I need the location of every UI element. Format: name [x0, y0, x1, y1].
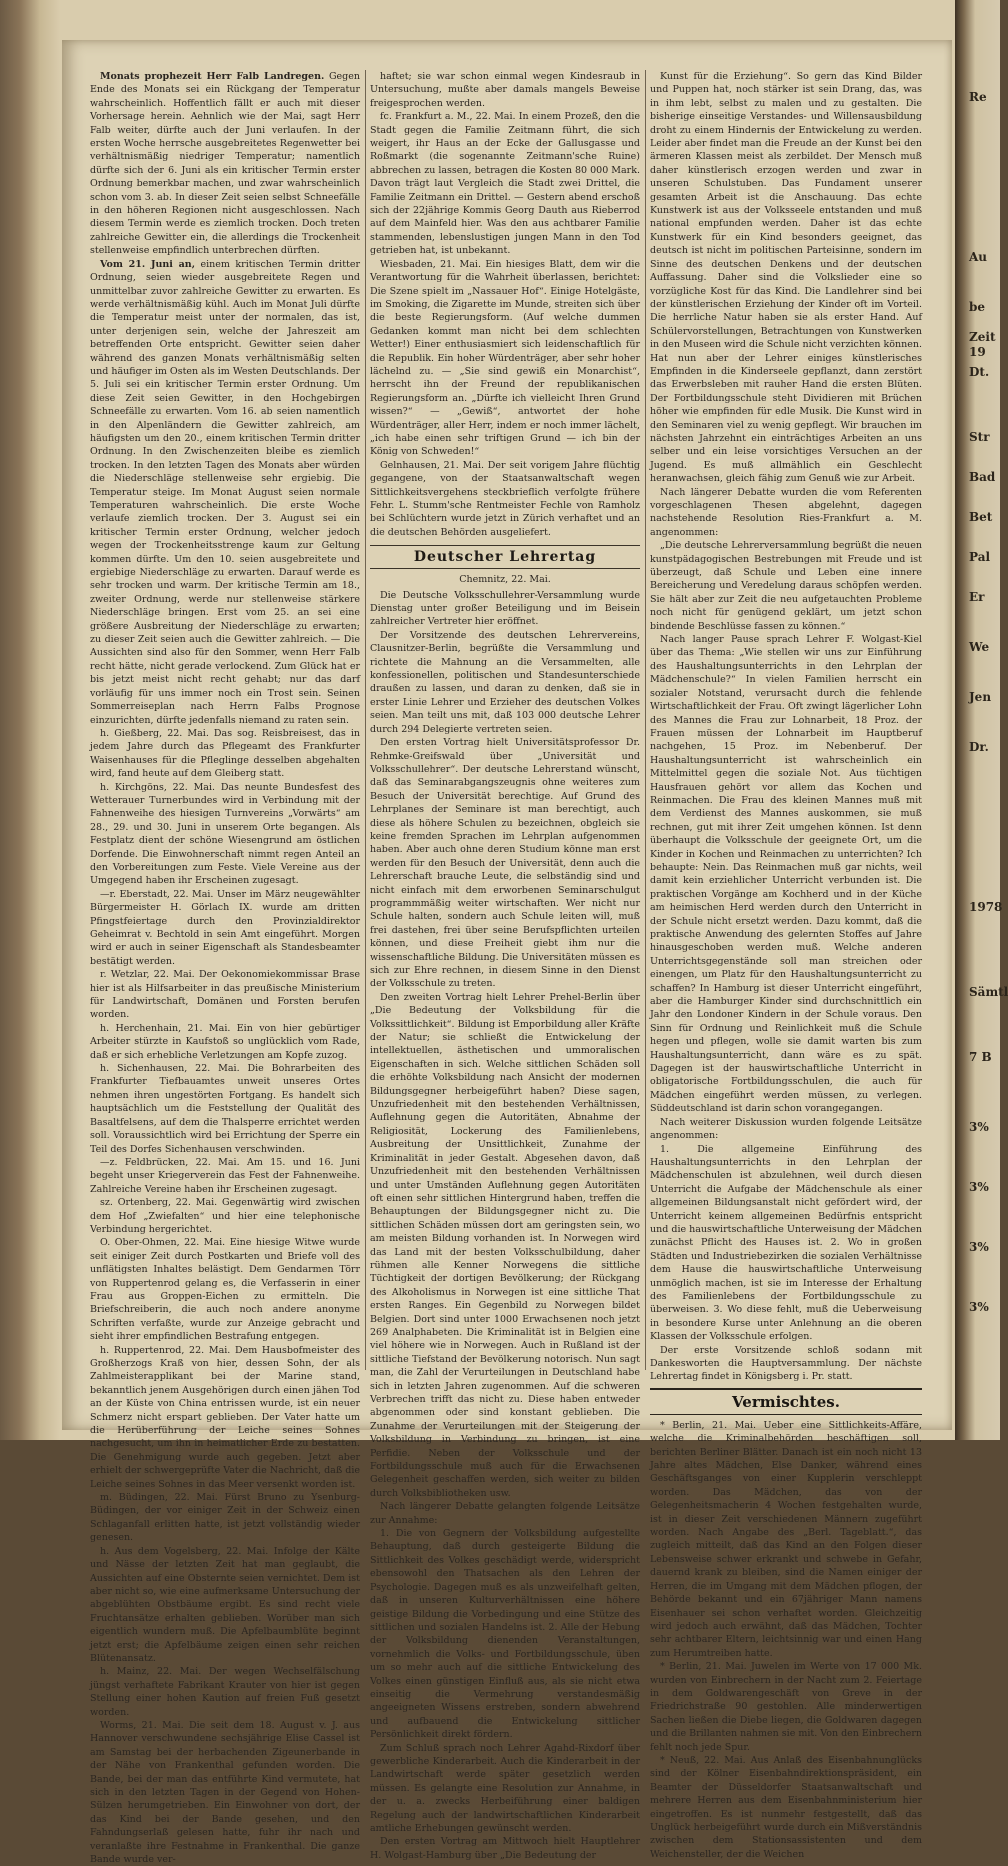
article-paragraph — [370, 1742, 640, 1836]
paragraph-text: Nach längerer Debatte wurden die vom Referenten vorgeschlagenen Thesen abgelehnt, dagegen nachstehende Resolution Ries-Frankfurt a. M. angenommen: — [650, 486, 922, 538]
paragraph-text: „Die deutsche Lehrerversammlung begrüßt die neuen kunstpädagogischen Bestrebungen mit Freude und ist überzeugt, daß Schule und Leben eine innere Bereicherung und Veredelung daraus schöpfen werden. Sie hält aber zur Zeit die neu aufgetauchten Probleme noch nicht für genügend geklärt, um jetzt schon bindende Beschlüsse fassen zu können.“ — [650, 540, 922, 632]
paragraph-text: h. Sichenhausen, 22. Mai. Die Bohrarbeiten des Frankfurter Tiefbauamtes unweit unseres Ortes nehmen ihren ungestörten Fortgang. Es handelt sich hauptsächlich um die Feststellung der Qualität des Basaltfelsens, auf dem die Thalsperre errichtet werden soll. Voraussichtlich wird bei Errichtung der Sperre ein Teil des Dorfes Sichenhausen verschwinden. — [90, 1063, 360, 1155]
paragraph-text: * Berlin, 21. Mai. Ueber eine Sittlichkeits-Affäre, welche die Kriminalbehörden beschäftigen soll, berichten Berliner Blätter. Danach ist ein noch nicht 13 Jahre altes Mädchen, Else Danker, während eines Geschäftsganges von einer Kupplerin verschleppt worden. Das Mädchen, das von der Gelegenheitsmacherin 4 Wochen festgehalten wurde, ist in dieser Zeit verschiedenen Männern zugeführt worden. Nach Angabe des „Berl. Tageblatt.“, das zugleich mitteilt, daß das Kind an den Folgen dieser Lebensweise schwer erkrankt und schwebe in Gefahr, dauernd krank zu bleiben, sind die Namen einiger der Herren, die im Umgang mit dem Mädchen pflogen, der Behörde bekannt und ein 67jähriger Mann namens Eisenhauer sei schon verhaftet worden. Gleichzeitig wird jedoch auch erwähnt, daß das Mädchen, Tochter sehr achtbarer Eltern, leichtsinnig war und einen Hang zum Herumtreiben hatte. — [650, 1419, 922, 1659]
paragraph-text: Nach längerer Debatte gelangten folgende Leitsätze zur Annahme: — [370, 1501, 640, 1526]
paragraph-text: O. Ober-Ohmen, 22. Mai. Eine hiesige Witwe wurde seit einiger Zeit durch Postkarten und Briefe voll des unflätigsten Inhaltes belästigt. Dem Gendarmen Törr von Ruppertenrod gelang es, die Verfasserin in einer Frau aus Groppen-Eichen zu ermitteln. Die Briefschreiberin, die auch noch andere anonyme Schriften verfaßte, wurde zur Anzeige gebracht und sieht ihrer empfindlichen Bestrafung entgegen. — [90, 1237, 360, 1343]
edge-glyph: 3% — [969, 1240, 989, 1254]
section-header-vermischtes: Vermischtes. — [650, 1388, 922, 1415]
article-paragraph — [370, 991, 640, 1500]
edge-glyph: Er — [969, 590, 985, 604]
paragraph-text: haftet; sie war schon einmal wegen Kindesraub in Untersuchung, mußte aber damals mangels Beweise freigesprochen werden. — [370, 71, 640, 109]
article-paragraph — [90, 727, 360, 781]
article-paragraph — [650, 70, 922, 486]
edge-glyph: Bet — [969, 510, 993, 524]
paragraph-lead: Vom 21. Juni an, — [100, 258, 196, 270]
article-paragraph — [370, 1500, 640, 1527]
paragraph-text: —r. Eberstadt, 22. Mai. Unser im März neugewählter Bürgermeister H. Görlach IX. wurde am dritten Pfingstfeiertage durch den Provinzialdirektor Geheimrat v. Bechtold in sein Amt eingeführt. Morgen wird er auch in seiner Eigenschaft als Standesbeamter bestätigt werden. — [90, 888, 360, 967]
paragraph-text: Nach langer Pause sprach Lehrer F. Wolgast-Kiel über das Thema: „Wie stellen wir uns zur Einführung des Haushaltungsunterrichts in den Lehrplan der Mädchenschule?“ In vielen Familien herrscht ein sozialer Notstand, verursacht durch die fehlende Wirtschaftlichkeit der Frau. Oft zwingt lägerlicher Lohn des Mannes die Frau zur Lohnarbeit, 18 Proz. der Frauen müssen der Lohnarbeit im Hauptberuf nachgehen, 15 Proz. im Nebenberuf. Der Haushaltungsunterricht ist wahrscheinlich ein Mittelmittel gegen die soziale Not. Aus tüchtigen Hausfrauen gehört vor allem das Kochen und Reinmachen. Die Frau des kleinen Mannes muß mit dem Verdienst des Mannes auskommen, sie muß rechnen, gut mit ihrer Zeit umgehen können. Ist denn überhaupt die Volksschule der geeignete Ort, um die Kinder in Kochen und Reinmachen zu unterrichten? Ich behaupte: Nein. Das Reinmachen muß gar nichts, weil damit kein erziehlicher Unterricht verbunden ist. Die praktischen Vorgänge am Kochherd und in der Küche am heimischen Herd werden durch den Unterricht in der Schule nicht ersetzt werden. Dazu kommt, daß die praktische Anwendung des gelernten Stoffes auf Jahre hinausgeschoben werden muß. Welche anderen Unterrichtsgegenstände soll man streichen oder einengen, um Platz für den Haushaltungsunterricht zu schaffen? In Hamburg ist dieser Unterricht eingeführt, aber die Hamburger Kinder sind durchschnittlich ein Jahr den Londoner Kindern in der Schule voraus. Den Sinn für Ordnung und Reinlichkeit muß die Schule hegen und pflegen, wolle sie damit warten bis zum Haushaltungsunterricht, dann wäre es zu spät. Dagegen ist der hauswirtschaftliche Unterricht in obligatorische Fortbildungsschulen, die auch für Mädchen eingeführt werden müssen, zu verlegen. Süddeutschland ist darin schon vorangegangen. — [650, 634, 922, 1115]
article-paragraph — [90, 258, 360, 727]
edge-glyph: 7 B — [969, 1050, 992, 1064]
edge-glyph: 1978 — [969, 900, 1003, 914]
paragraph-text: Nach weiterer Diskussion wurden folgende Leitsätze angenommen: — [650, 1116, 922, 1142]
paragraph-text: h. Ruppertenrod, 22. Mai. Dem Hausbofmeister des Großherzogs Kraß von hier, dessen Sohn, der als Zahlmeisterapplikant bei der Marine stand, bekanntlich jenem Ausgehörigen durch einen jähen Tod an der Küste von China entrissen wurde, ist ein neuer Schmerz nicht erspart geblieben. Der Vater hatte um die Herüberführung der Leiche seines Sohnes nachgesucht, um ihn in heimatlicher Erde zu bestatten. Die Genehmigung wurde auch gegeben. Jetzt aber erhielt der schwergeprüfte Vater die Nachricht, daß die Leiche seines Sohnes in das Meer versenkt worden ist. — [90, 1344, 360, 1490]
article-paragraph — [370, 589, 640, 629]
edge-glyph: 3% — [969, 1120, 989, 1134]
paragraph-text: Den ersten Vortrag hielt Universitätsprofessor Dr. Rehmke-Greifswald über „Universität und Volksschullehrer“. Der deutsche Lehrerstand wünscht, daß das Seminarabgangszeugnis ohne weiteres zum Besuch der Universität berechtige. Auf Grund des Lehrplanes der Seminare ist man berechtigt, auch diese als höhere Schulen zu bezeichnen, obgleich sie keine fremden Sprachen im Lehrplan aufgenommen haben. Aber auch ohne deren Studium könne man erst werden für den Besuch der Universität, denn auch die Lehrerschaft brauche Leute, die selbständig sind und nicht einfach mit dem erworbenen Seminarschulgut programmmäßig weiter wirtschaften. Wer nicht nur Schule halten, sondern auch Schule leiten will, muß frei dastehen, frei über seine Berufspflichten urteilen können, und diese Freiheit giebt ihm nur die wissenschaftliche Bildung. Die Universitäten müssen es sich zur Ehre rechnen, in diesem Sinne in den Dienst der Volksschule zu treten. — [370, 737, 640, 990]
column-rule-2 — [645, 70, 646, 1370]
article-paragraph — [370, 110, 640, 257]
edge-glyph: 3% — [969, 1300, 989, 1314]
paragraph-text: * Neuß, 22. Mai. Aus Anlaß des Eisenbahnunglücks sind der Kölner Eisenbahndirektionspräsident, ein Beamter der Düsseldorfer Staatsanwaltschaft und mehrere Herren aus dem Eisenbahnministerium hier eingetroffen. Es ist nunmehr festgestellt, daß das Unglück herbeigeführt wurde durch ein Mißverständnis zwischen dem Stationsassistenten und dem Weichensteller, der die Weichen — [650, 1754, 922, 1860]
paragraph-text: h. Mainz, 22. Mai. Der wegen Wechselfälschung jüngst verhaftete Fabrikant Krauter von hier ist gegen Stellung einer hohen Kaution auf freien Fuß gesetzt worden. — [90, 1666, 360, 1718]
article-paragraph — [370, 1527, 640, 1742]
article-paragraph — [90, 968, 360, 1022]
column-3 — [650, 70, 922, 1860]
article-paragraph — [370, 629, 640, 736]
article-paragraph — [90, 888, 360, 968]
edge-glyph: Dr. — [969, 740, 989, 754]
paragraph-text: Wiesbaden, 21. Mai. Ein hiesiges Blatt, dem wir die Verantwortung für die Wahrheit überlassen, berichtet: Die Szene spielt im „Nassauer Hof“. Einige Hotelgäste, im Smoking, die Zigarette im Munde, streiten sich über die beste Regierungsform. (Auf welche dummen Gedanken kommt man nicht bei dem schlechten Wetter!) Einer enthusiasmiert sich leidenschaftlich für die Republik. Ein hoher Würdenträger, aber sehr hoher lächelnd zu. — „Sie sind gewiß ein Monarchist“, herrscht ihn der Freund der republikanischen Regierungsform an. „Dürfte ich vielleicht Ihren Grund wissen?“ — „Gewiß“, antwortet der hohe Würdenträger, aller Herr, indem er noch immer lächelt, „ich habe einen sehr triftigen Grund — ich bin der König von Schweden!“ — [370, 258, 640, 458]
paragraph-text: Den ersten Vortrag am Mittwoch hielt Hauptlehrer H. Wolgast-Hamburg über „Die Bedeutung der — [370, 1836, 640, 1861]
column-1 — [90, 70, 360, 1866]
paragraph-text: Gelnhausen, 21. Mai. Der seit vorigem Jahre flüchtig gegangene, von der Staatsanwaltschaft wegen Sittlichkeitsvergehens steckbrieflich verfolgte frühere Fehr. L. Stumm'sche Rentmeister Fechle von Ramholz bei Schlüchtern wurde jetzt in Zürich verhaftet und an die deutschen Behörden ausgeliefert. — [370, 459, 640, 538]
article-paragraph — [90, 1156, 360, 1196]
paragraph-text: 1. Die von Gegnern der Volksbildung aufgestellte Behauptung, daß durch gesteigerte Bildung die Sittlichkeit des Volkes geschädigt werde, widerspricht ebensowohl den Thatsachen als den Lehren der Psychologie. Dagegen muß es als unzweifelhaft gelten, daß in unseren Kulturverhältnissen eine höhere geistige Bildung die Vorbedingung und eine Stütze des sittlichen und sozialen Handelns ist. 2. Alle der Hebung der Volksbildung dienenden Veranstaltungen, vornehmlich die Volks- und Fortbildungsschule, üben um so mehr auch auf die sittliche Entwickelung des Volkes einen günstigen Einfluß aus, als sie nicht etwa einseitig die Vermehrung verstandesmäßig angeeigneten Wissens erstreben, sondern abwehrend und aufbauend die Entwickelung sittlicher Persönlichkeit direkt fördern. — [370, 1528, 640, 1741]
section-title: Deutscher Lehrertag — [413, 549, 597, 566]
article-paragraph — [650, 539, 922, 633]
paragraph-text: Den zweiten Vortrag hielt Lehrer Prehel-Berlin über „Die Bedeutung der Volksbildung für die Volkssittlichkeit“. Bildung ist Emporbildung aller Kräfte der Natur; sie schließt die Entwickelung der intellektuellen, ästhetischen und ummoralischen Eigenschaften in sich. Welche sittlichen Schäden soll die erhöhte Volksbildung nach Ansicht der modernen Bildungsgegner herbeigeführt haben? Diese sagen, Unzufriedenheit mit den bestehenden Verhältnissen, Auflehnung gegen die Autoritäten, Abnahme der Religiosität, Lockerung des Familienlebens, Ausbreitung der Unsittlichkeit, Zunahme der Kriminalität in jeder Gestalt. Abgesehen davon, daß Unzufriedenheit mit den bestehenden Verhältnissen und unter Umständen Auflehnung gegen Autoritäten oft einen sehr sittlichen Hintergrund haben, treffen die Behauptungen der Bildungsgegner nicht zu. Die sittlichen Schäden müssen dort am geringsten sein, wo am meisten Bildung vorhanden ist. In Norwegen wird das Land mit der besten Volksschulbildung, daher rühmen alle Kenner Norwegens die sittliche Tüchtigkeit der dortigen Bevölkerung; der Rückgang des Alkoholismus in Norwegen ist eine sittliche That ersten Ranges. Ein Gegenbild zu Norwegen bildet Belgien. Dort sind unter 1000 Erwachsenen noch jetzt 269 Analphabeten. Die Kriminalität ist in Belgien eine viel höhere wie in Norwegen. Auch in Rußland ist der sittliche Tiefstand der Bevölkerung notorisch. Nun sagt man, die Zahl der Verurteilungen in Deutschland habe sich in letzten Jahren zugenommen. Auf die schweren Verbrechen trifft das nicht zu. Diese haben entweder abgenommen oder sind konstant geblieben. Die Zunahme der Verurteilungen mit der Steigerung der Volksbildung in Verbindung zu bringen, ist eine Perfidie. Neben der Volksschule und der Fortbildungsschule muß auch für die Erwachsenen Gelegenheit geschaffen werden, sich weiter zu bilden durch Volksbibliotheken usw. — [370, 991, 640, 1499]
article-paragraph — [90, 1665, 360, 1719]
article-paragraph — [90, 781, 360, 888]
section-header-lehrertag — [370, 545, 640, 569]
article-paragraph — [90, 1344, 360, 1491]
article-paragraph — [90, 70, 360, 258]
article-paragraph — [370, 459, 640, 539]
paragraph-text: —z. Feldbrücken, 22. Mai. Am 15. und 16. Juni begeht unser Kriegerverein das Fest der Fahnenweihe. Zahlreiche Vereine haben ihr Erscheinen zugesagt. — [90, 1156, 360, 1195]
paragraph-text: Kunst für die Erziehung“. So gern das Kind Bilder und Puppen hat, noch stärker ist sein Drang, das, was in ihm lebt, selbst zu malen und zu gestalten. Die bisherige einseitige Verstandes- und Willensausbildung droht zu einem Hindernis der Entwickelung zu werden. Leider aber findet man die Freude an der Kunst bei den ärmeren Klassen meist als zerbildet. Der Mensch muß daher künstlerisch erzogen werden und zwar in unseren Schulstuben. Das Fundament unserer gesamten Arbeit ist die Anschauung. Das echte Kunstwerk ist aus der Volksseele entstanden und muß national empfunden werden. Daher ist das echte Kunstwerk für ein Kind besonders geeignet, das deutsch ist nicht im politischen Parteisinne, sondern im Sinne des deutschen Denkens und der deutschen Auffassung. Daher sind die Volkslieder eine so vorzügliche Kost für das Kind. Die Landlehrer sind bei der künstlerischen Erziehung der Kinder oft im Vorteil. Die herrliche Natur haben sie als erster Hand. Auf Schülervorstellungen, Betrachtungen von Kunstwerken in den Museen wird die Schule nicht verzichten können. Hat nun aber der Lehrer einiges künstlerisches Empfinden in die Kinderseele gepflanzt, dann zerstört das Erwerbsleben mit rauher Hand die ersten Blüten. Der Fortbildungsschule steht Dividieren mit Brüchen höher wie empfinden für edle Musik. Die Kunst wird in den Seminaren viel zu wenig gepflegt. Wir brauchen im nächsten Jahrzehnt ein einträchtiges Arbeiten an uns selber und ein leise vorsichtiges Versuchen an der Jugend. Es muß allmählich ein Geschlecht heranwachsen, gleich fähig zum Genuß wie zur Arbeit. — [650, 71, 922, 485]
edge-glyph: Pal — [969, 550, 991, 564]
article-paragraph — [90, 1719, 360, 1866]
article-paragraph — [370, 736, 640, 991]
article-paragraph — [650, 633, 922, 1116]
edge-glyph: 19 — [969, 345, 986, 359]
article-paragraph — [90, 1022, 360, 1062]
paragraph-text: h. Gießberg, 22. Mai. Das sog. Reisbreisest, das in jedem Jahre durch das Pflegeamt des Frankfurter Waisenhauses für die Pfleglinge desselben abgehalten wird, fand heute auf dem Gleiberg statt. — [90, 727, 360, 780]
article-paragraph — [90, 1545, 360, 1666]
article-paragraph — [370, 70, 640, 110]
paragraph-text: h. Aus dem Vogelsberg, 22. Mai. Infolge der Kälte und Nässe der letzten Zeit hat man geglaubt, die Aussichten auf eine Obsternte seien vernichtet. Dem ist aber nicht so, wie eine aufmerksame Untersuchung der abgeblühten Obstbäume ergibt. Es sind recht viele Fruchtansätze erhalten geblieben. Worüber man sich eigentlich wundern muß. Die Apfelbaumblüte beginnt jetzt erst; die Apfelbäume zeigen einen sehr reichen Blütenansatz. — [90, 1545, 360, 1664]
adjacent-page-edge — [955, 0, 1008, 1440]
paragraph-text: Der erste Vorsitzende schloß sodann mit Dankesworten die Hauptversammlung. Der nächste Lehrertag findet in Königsberg i. Pr. statt. — [650, 1344, 922, 1383]
paragraph-text: Worms, 21. Mai. Die seit dem 18. August v. J. aus Hannover verschwundene sechsjährige Elise Cassel ist am Samstag bei der herbachenden Zigeunerbande in der Nähe von Frankenthal gefunden worden. Die Bande, bei der man das entführte Kind vermutete, hat sich in den letzten Tagen in der Gegend von Hohen-Sülzen herumgetrieben. Ein Einwohner von dort, der das Kind bei der Bande gesehen, und den Fahndungserlaß gelesen hatte, fuhr ihr nach und veranlaßte ihre Festnahme in Frankenthal. Die ganze Bande wurde ver- — [90, 1719, 360, 1866]
edge-glyph: Jen — [969, 690, 992, 704]
paragraph-text: sz. Ortenberg, 22. Mai. Gegenwärtig wird zwischen dem Hof „Zwiefalten“ und hier eine telephonische Verbindung hergerichtet. — [90, 1197, 360, 1235]
paragraph-text: Der Vorsitzende des deutschen Lehrervereins, Clausnitzer-Berlin, begrüßte die Versammlung und richtete die Mahnung an die Versammelten, alle konfessionellen, politischen und Standesunterschiede draußen zu lassen, und daran zu denken, daß sie in erster Linie Lehrer und Erzieher des deutschen Volkes seien. Man teilt uns mit, daß 103 000 deutsche Lehrer durch 294 Delegierte vertreten seien. — [370, 629, 640, 735]
edge-glyph: Sämtl — [969, 985, 1008, 999]
dateline: Chemnitz, 22. Mai. — [459, 574, 551, 586]
article-paragraph — [650, 1660, 922, 1754]
paragraph-text: 1. Die allgemeine Einführung des Haushaltungsunterrichts in den Lehrplan der Mädchenschulen ist abzulehnen, weil durch diesen Unterricht die Aufgabe der Mädchenschule als einer allgemeinen Bildungsanstalt nicht gefördert wird, der Unterricht keinem allgemeinen Bedürfnis entspricht und die hauswirtschaftliche Unterweisung der Mädchen zunächst Pflicht des Hauses ist. 2. Wo in großen Städten und Industriebezirken die sozialen Verhältnisse dem Hause die hauswirtschaftliche Unterweisung unmöglich machen, ist sie im Interesse der Erhaltung des Familienlebens der Fortbildungsschule zu überweisen. 3. Wo diese fehlt, muß die Ueberweisung in besondere Kurse unter Anlehnung an die oberen Klassen der Volksschule erfolgen. — [650, 1143, 922, 1343]
paragraph-text: einem kritischen Termin dritter Ordnung, seien wieder ausgebreitete Regen und unmittelbar zuvor zahlreiche Gewitter zu erwarten. Es werde verhältnismäßig kühl. Auch im Monat Juli dürfte die Temperatur meist unter der normalen, das ist, unter derjenigen sein, welche der Jahreszeit am betreffenden Orte entspricht. Gewitter seien daher während des ganzen Monats verhältnismäßig selten und häufiger im Osten als im Westen Deutschlands. Der 5. Juli sei ein kritischer Termin erster Ordnung. Um diese Zeit seien Gewitter, in den Hochgebirgen Schneefälle zu erwarten. Vom 16. ab seien namentlich in den Alpenländern die Gewitter zahlreich, am häufigsten um den 20., einem kritischen Termin dritter Ordnung. In den Zwischenzeiten bleibe es ziemlich trocken. In den letzten Tagen des Monats aber würden die Niederschläge stellenweise sehr ergiebig. Die Temperatur steige. Im Monat August seien normale Temperaturen wahrscheinlich. Die erste Woche verlaufe ziemlich trocken. Der 3. August sei ein kritischer Termin erster Ordnung, welcher jedoch wegen der Trockenheitsstrenge kaum zur Geltung kommen dürfte. Um den 10. seien ausgebreitete und ergiebige Niederschläge zu erwarten. Darauf werde es sehr trocken und warm. Der kritische Termin am 18., zweiter Ordnung, werde nur stellenweise stärkere Niederschläge bringen. Erst vom 25. an sei eine größere Ausbreitung der Niederschläge zu erwarten; zu dieser Zeit seien auch die Gewitter zahlreich. — Die Aussichten sind also für den Sommer, wenn Herr Falb recht hätte, nicht gerade verlockend. Zum Glück hat er bis jetzt meist nicht recht gehabt; nur das darf vorläufig für uns immer noch ein Trost sein. Seinen Sommerreiseplan nach Herrn Falbs Prognose einzurichten, dürfte jedenfalls niemand zu raten sein. — [90, 258, 360, 726]
edge-glyph: Str — [969, 430, 990, 444]
paragraph-text: Die Deutsche Volksschullehrer-Versammlung wurde Dienstag unter großer Beteiligung und im Beisein zahlreicher Vertreter hier eröffnet. — [370, 589, 640, 628]
edge-glyph: Zeit — [969, 330, 996, 344]
paragraph-text: * Berlin, 21. Mai. Juwelen im Werte von 17 000 Mk. wurden von Einbrechern in der Nacht zum 2. Feiertage in dem Goldwarengeschäft von Greve in der Friedrichstraße 90 gestohlen. Alle minderwertigen Sachen ließen die Diebe liegen, die Goldwaren dagegen und die Brillanten nahmen sie mit. Von den Einbrechern fehlt noch jede Spur. — [650, 1661, 922, 1753]
article-paragraph — [370, 1835, 640, 1862]
edge-glyph: Au — [969, 250, 988, 264]
paragraph-text: fc. Frankfurt a. M., 22. Mai. In einem Prozeß, den die Stadt gegen die Familie Zeitmann führt, die sich weigert, ihr Haus an der Ecke der Gallusgasse und Roßmarkt (die sogenannte Zeitmann'sche Ruine) abbrechen zu lassen, betragen die Kosten 80 000 Mark. Davon trägt laut Vergleich die Stadt zwei Drittel, die Familie Zeitmann ein Drittel. — Gestern abend erschoß sich der 22jährige Kommis Georg Dauth aus Rieberrod auf dem Mainfeld hier. Was den aus achtbarer Familie stammenden, lebenslustigen jungen Mann in den Tod getrieben hat, ist unbekannt. — [370, 111, 640, 257]
article-paragraph — [650, 1419, 922, 1660]
paragraph-text: h. Kirchgöns, 22. Mai. Das neunte Bundesfest des Wetterauer Turnerbundes wird in Verbindung mit der Fahnenweihe des hiesigen Turnvereins „Vorwärts“ am 28., 29. und 30. Juni in unserem Orte begangen. Als Festplatz dient der schöne Wiesengrund am östlichen Dorfende. Die Einwohnerschaft nimmt regen Anteil an den Vorbereitungen zum Feste. Viele Vereine aus der Umgegend haben ihr Erscheinen zugesagt. — [90, 781, 360, 887]
edge-glyph: be — [969, 300, 986, 314]
edge-glyph: Dt. — [969, 365, 990, 379]
paragraph-lead: Monats prophezeit Herr Falb Landregen. — [100, 71, 325, 82]
article-paragraph — [370, 258, 640, 459]
article-paragraph — [650, 1116, 922, 1143]
edge-glyph: Bad — [969, 470, 996, 484]
column-2 — [370, 70, 640, 1861]
article-paragraph — [650, 1754, 922, 1861]
article-paragraph — [90, 1491, 360, 1545]
article-paragraph — [90, 1062, 360, 1156]
paragraph-text: m. Büdingen, 22. Mai. Fürst Bruno zu Ysenburg-Büdingen, der vor einiger Zeit in der Schweiz einen Schlaganfall erlitten hatte, ist jetzt vollständig wieder genesen. — [90, 1492, 360, 1544]
paragraph-text: Gegen Ende des Monats sei ein Rückgang der Temperatur wahrscheinlich. Hoffentlich fällt er auch mit dieser Vorhersage herein. Aehnlich wie der Mai, sagt Herr Falb weiter, dürfte auch der Juni verlaufen. In der ersten Woche herrsche ausgebreitetes Regenwetter bei verhältnismäßig niedriger Temperatur; namentlich dürfte sich der 6. Juni als ein kritischer Termin erster Ordnung bemerkbar machen, und zwar wahrscheinlich schon vom 3. ab. In dieser Zeit seien selbst Schneefälle in den höheren Regionen nicht ausgeschlossen. Nach diesem Termin werde es ziemlich trocken. Doch treten zahlreiche Gewitter ein, die allerdings die Trockenheit stellenweise empfindlich unterbrechen dürften. — [90, 71, 360, 257]
article-paragraph — [650, 1344, 922, 1384]
edge-glyph: We — [969, 640, 990, 654]
article-paragraph — [90, 1236, 360, 1343]
column-rule-1 — [365, 70, 366, 1370]
edge-glyph: Re — [969, 90, 987, 104]
article-paragraph — [650, 486, 922, 540]
edge-glyph: 3% — [969, 1180, 989, 1194]
article-paragraph — [90, 1196, 360, 1236]
paragraph-text: Zum Schluß sprach noch Lehrer Agahd-Rixdorf über gewerbliche Kinderarbeit. Auch die Kinderarbeit in der Landwirtschaft werde später gesetzlich werden müssen. Es gelangte eine Resolution zur Annahme, in der u. a. zwecks Herbeiführung einer baldigen Regelung auch der landwirtschaftlichen Kinderarbeit amtliche Erhebungen gewünscht werden. — [370, 1742, 640, 1834]
paragraph-text: r. Wetzlar, 22. Mai. Der Oekonomiekommissar Brase hier ist als Hilfsarbeiter in das preußische Ministerium für Landwirtschaft, Domänen und Forsten berufen worden. — [90, 969, 360, 1021]
paragraph-text: h. Herchenhain, 21. Mai. Ein von hier gebürtiger Arbeiter stürzte in Kaufstoß so unglücklich vom Rade, daß er sich erhebliche Verletzungen am Kopfe zuzog. — [90, 1022, 360, 1061]
article-paragraph — [650, 1143, 922, 1344]
